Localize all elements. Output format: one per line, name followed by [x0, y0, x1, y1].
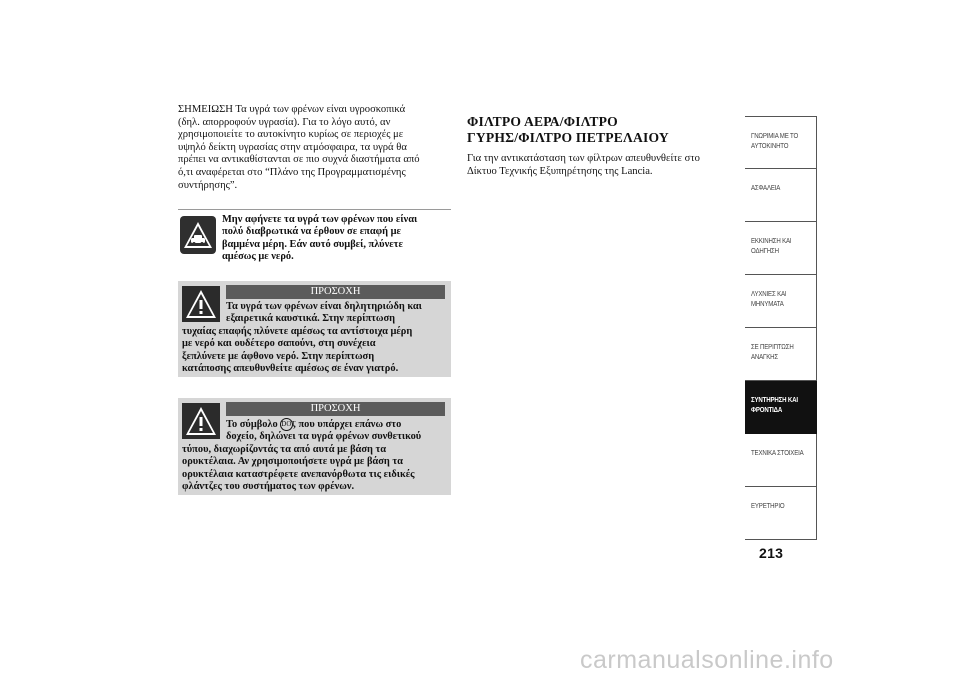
note-line: χρησιμοποιείτε το αυτοκίνητο κυρίως σε περιοχές με [178, 129, 404, 141]
warning-line: τύπου, διαχωρίζοντάς τα από αυτά με βάση τα [182, 443, 387, 455]
brake-fluid-symbol-icon: DOT [280, 418, 293, 431]
tab-label: ΣΕ ΠΕΡΙΠΤΩΣΗ ΑΝΑΓΚΗΣ [751, 342, 794, 361]
warning-line: ξεπλύνετε με άφθονο νερό. Στην περίπτωση [182, 350, 375, 362]
note-paragraph [178, 104, 453, 192]
warning-line: Τα υγρά των φρένων είναι δηλητηριώδη και [226, 301, 422, 312]
note-line: ΣΗΜΕΙΩΣΗ Τα υγρά των φρένων είναι υγροσκοπικά [178, 104, 406, 115]
caution-line: πολύ διαβρωτικά να έρθουν σε επαφή με [222, 226, 401, 238]
warning-line: δοχείο, δηλώνει τα υγρά φρένων συνθετικού [226, 431, 422, 443]
sidebar-tab-technical[interactable] [745, 434, 817, 487]
note-line: πρέπει να αντικαθίστανται σε πιο συχνά διαστήματα από [178, 154, 420, 166]
body-line: Για την αντικατάσταση των φίλτρων απευθυνθείτε στο [467, 153, 700, 164]
warning-line: Το σύμβολο [226, 418, 278, 430]
caution-line: αμέσως με νερό. [222, 251, 294, 263]
warning-line: τυχαίας επαφής πλύνετε αμέσως τα αντίστοιχα μέρη [182, 325, 413, 337]
car-paint-caution-icon [180, 216, 216, 254]
caution-text [178, 214, 451, 264]
warning-header: ΠΡΟΣΟΧΗ [226, 285, 445, 299]
warning-line: ορυκτέλαια καταστρέφετε ανεπανόρθωτα τις ειδικές [182, 468, 415, 480]
tab-label: ΑΣΦΑΛΕΙΑ [751, 183, 781, 192]
sidebar-tab-intro[interactable] [745, 116, 817, 169]
warning-box-toxic [178, 281, 451, 377]
warning-triangle-icon [182, 403, 220, 439]
tab-label: ΤΕΧΝΙΚΑ ΣΤΟΙΧΕΙΑ [751, 448, 804, 457]
note-line: υψηλό δείκτη υγρασίας στην ατμόσφαιρα, τα υγρά θα [178, 141, 407, 153]
warning-text [182, 301, 445, 375]
note-line: (δηλ. απορροφούν υγρασία). Για το λόγο αυτό, αν [178, 116, 391, 128]
note-line: συντήρησης”. [178, 179, 238, 191]
warning-line: φλάντζες του συστήματος των φρένων. [182, 480, 355, 492]
caution-line: βαμμένα μέρη. Εάν αυτό συμβεί, πλύνετε [222, 238, 403, 250]
tab-label: ΕΥΡΕΤΗΡΙΟ [751, 501, 785, 510]
sidebar-tab-safety[interactable] [745, 169, 817, 222]
section-body [467, 153, 732, 178]
tab-label: ΓΝΩΡΙΜΙΑ ΜΕ ΤΟ ΑΥΤΟΚΙΝΗΤΟ [751, 131, 799, 150]
warning-line: ορυκτέλαια. Αν χρησιμοποιήσετε υγρά με βάση τα [182, 456, 403, 468]
section-heading [467, 114, 732, 145]
warning-line: με νερό και ουδέτερο σαπούνι, στη συνέχεια [182, 338, 376, 350]
body-line: Δίκτυο Τεχνικής Εξυπηρέτησης της Lancia. [467, 165, 653, 177]
warning-line: , που υπάρχει επάνω στο [293, 418, 402, 430]
warning-box-symbol [178, 398, 451, 495]
caution-box [178, 209, 451, 264]
tab-label: ΣΥΝΤΗΡΗΣΗ ΚΑΙ ΦΡΟΝΤΙΔΑ [751, 395, 798, 414]
warning-header: ΠΡΟΣΟΧΗ [226, 402, 445, 416]
chapter-sidebar [745, 116, 817, 540]
sidebar-tab-emergency[interactable] [745, 328, 817, 381]
sidebar-tab-lights[interactable] [745, 275, 817, 328]
warning-line: κατάποσης απευθυνθείτε αμέσως σε έναν γιατρό. [182, 363, 399, 375]
sidebar-tab-maintenance[interactable] [745, 381, 817, 434]
sidebar-tab-index[interactable] [745, 487, 817, 540]
right-column [467, 114, 732, 178]
sidebar-tab-starting[interactable] [745, 222, 817, 275]
left-column [178, 104, 453, 192]
page-number: 213 [759, 545, 784, 561]
heading-line: ΓΥΡΗΣ/ΦΙΛΤΡΟ ΠΕΤΡΕΛΑΙΟΥ [467, 129, 669, 145]
tab-label: ΕΚΚΙΝΗΣΗ ΚΑΙ ΟΔΗΓΗΣΗ [751, 236, 792, 255]
tab-label: ΛΥΧΝΙΕΣ ΚΑΙ ΜΗΝΥΜΑΤΑ [751, 289, 787, 308]
warning-triangle-icon [182, 286, 220, 322]
heading-line: ΦΙΛΤΡΟ ΑΕΡΑ/ΦΙΛΤΡΟ [467, 114, 618, 129]
note-line: ό,τι αναφέρεται στο “Πλάνο της Προγραμματισμένης [178, 166, 406, 178]
watermark: carmanualsonline.info [580, 646, 834, 674]
warning-text [182, 418, 445, 493]
warning-line: εξαιρετικά καυστικά. Στην περίπτωση [226, 313, 396, 325]
caution-line: Μην αφήνετε τα υγρά των φρένων που είναι [222, 214, 418, 225]
